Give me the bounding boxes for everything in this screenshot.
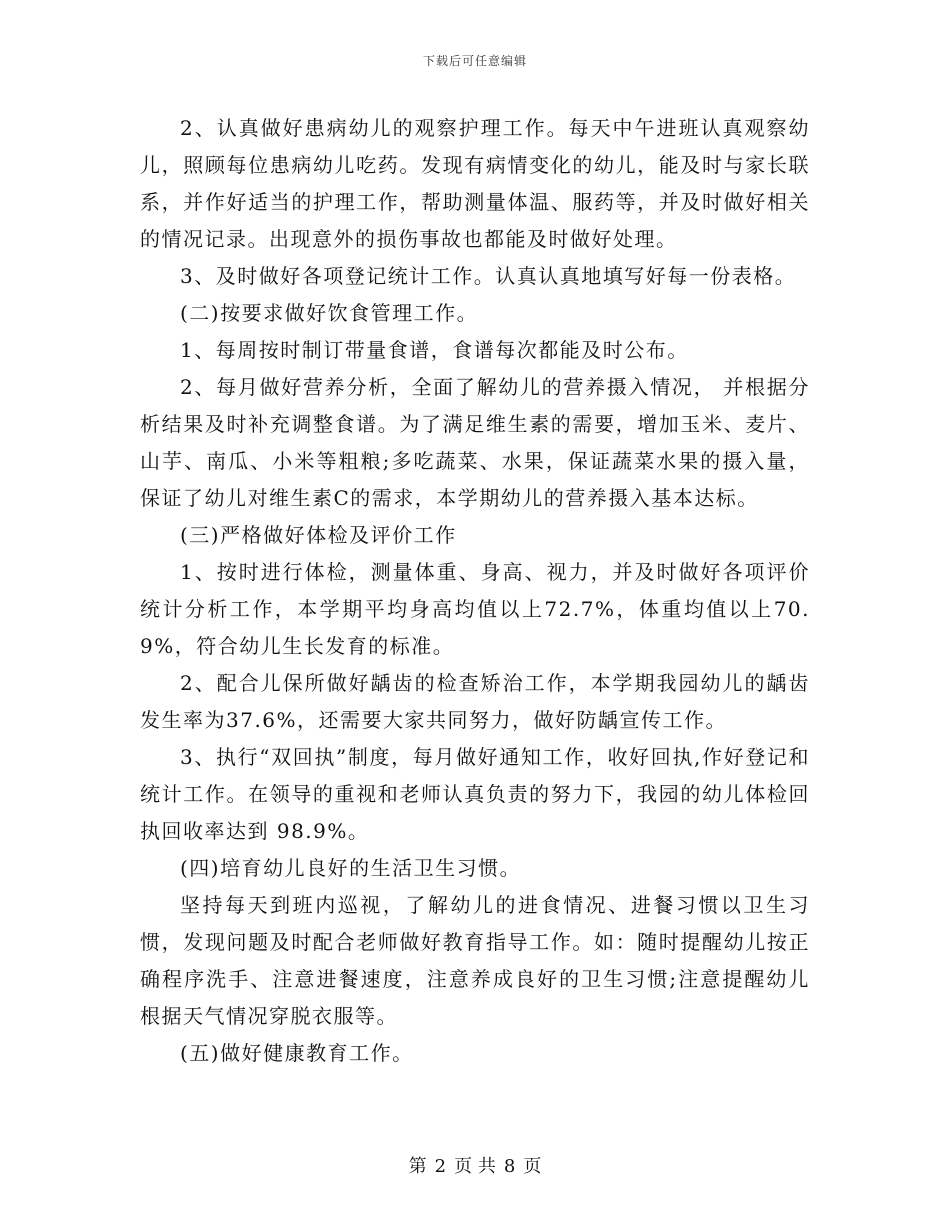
section-heading: (五)做好健康教育工作。 — [180, 1041, 414, 1065]
section-heading: (四)培育幼儿良好的生活卫生习惯。 — [180, 856, 522, 880]
paragraph: 2、认真做好患病幼儿的观察护理工作。每天中午进班认真观察幼儿，照顾每位患病幼儿吃药。发现有病情变化的幼儿，能及时与家长联系，并作好适当的护理工作，帮助测量体温、服药等，并及时做好相关的情况记录。出现意外的损伤事故也都能及时做好处理。 — [140, 116, 810, 251]
current-page-number: 2 — [434, 1156, 447, 1177]
footer-suffix: 页 — [523, 1156, 542, 1177]
paragraph: 1、每周按时制订带量食谱，食谱每次都能及时公布。 — [180, 338, 689, 362]
footer-prefix: 第 — [408, 1156, 427, 1177]
paragraph: 坚持每天到班内巡视，了解幼儿的进食情况、进餐习惯以卫生习惯，发现问题及时配合老师做好教育指导工作。如：随时提醒幼儿按正确程序洗手、注意进餐速度，注意养成良好的卫生习惯;注意提醒幼儿根据天气情况穿脱衣服等。 — [140, 893, 810, 1028]
paragraph: 2、配合儿保所做好龋齿的检查矫治工作，本学期我园幼儿的龋齿发生率为37.6%，还需要大家共同努力，做好防龋宣传工作。 — [140, 671, 810, 732]
page-header: 下载后可任意编辑 — [422, 54, 527, 68]
paragraph: 3、执行“双回执”制度，每月做好通知工作，收好回执,作好登记和统计工作。在领导的重视和老师认真负责的努力下，我园的幼儿体检回执回收率达到 98.9%。 — [140, 745, 810, 843]
section-heading: (二)按要求做好饮食管理工作。 — [180, 301, 479, 325]
section-heading: (三)严格做好体检及评价工作 — [180, 523, 457, 547]
paragraph: 3、及时做好各项登记统计工作。认真认真地填写好每一份表格。 — [180, 264, 797, 288]
paragraph: 2、每月做好营养分析，全面了解幼儿的营养摄入情况， 并根据分析结果及时补充调整食谱。为了满足维生素的需要，增加玉米、麦片、山芋、南瓜、小米等粗粮;多吃蔬菜、水果，保证蔬菜水果的摄入量，保证了幼儿对维生素C的需求，本学期幼儿的营养摄入基本达标。 — [140, 375, 810, 510]
paragraph: 1、按时进行体检，测量体重、身高、视力，并及时做好各项评价统计分析工作，本学期平均身高均值以上72.7%，体重均值以上70.9%，符合幼儿生长发育的标准。 — [140, 560, 810, 658]
footer-middle: 页 共 — [454, 1156, 496, 1177]
page-footer — [0, 1152, 950, 1178]
total-page-count: 8 — [503, 1156, 516, 1177]
document-body — [140, 110, 810, 1072]
